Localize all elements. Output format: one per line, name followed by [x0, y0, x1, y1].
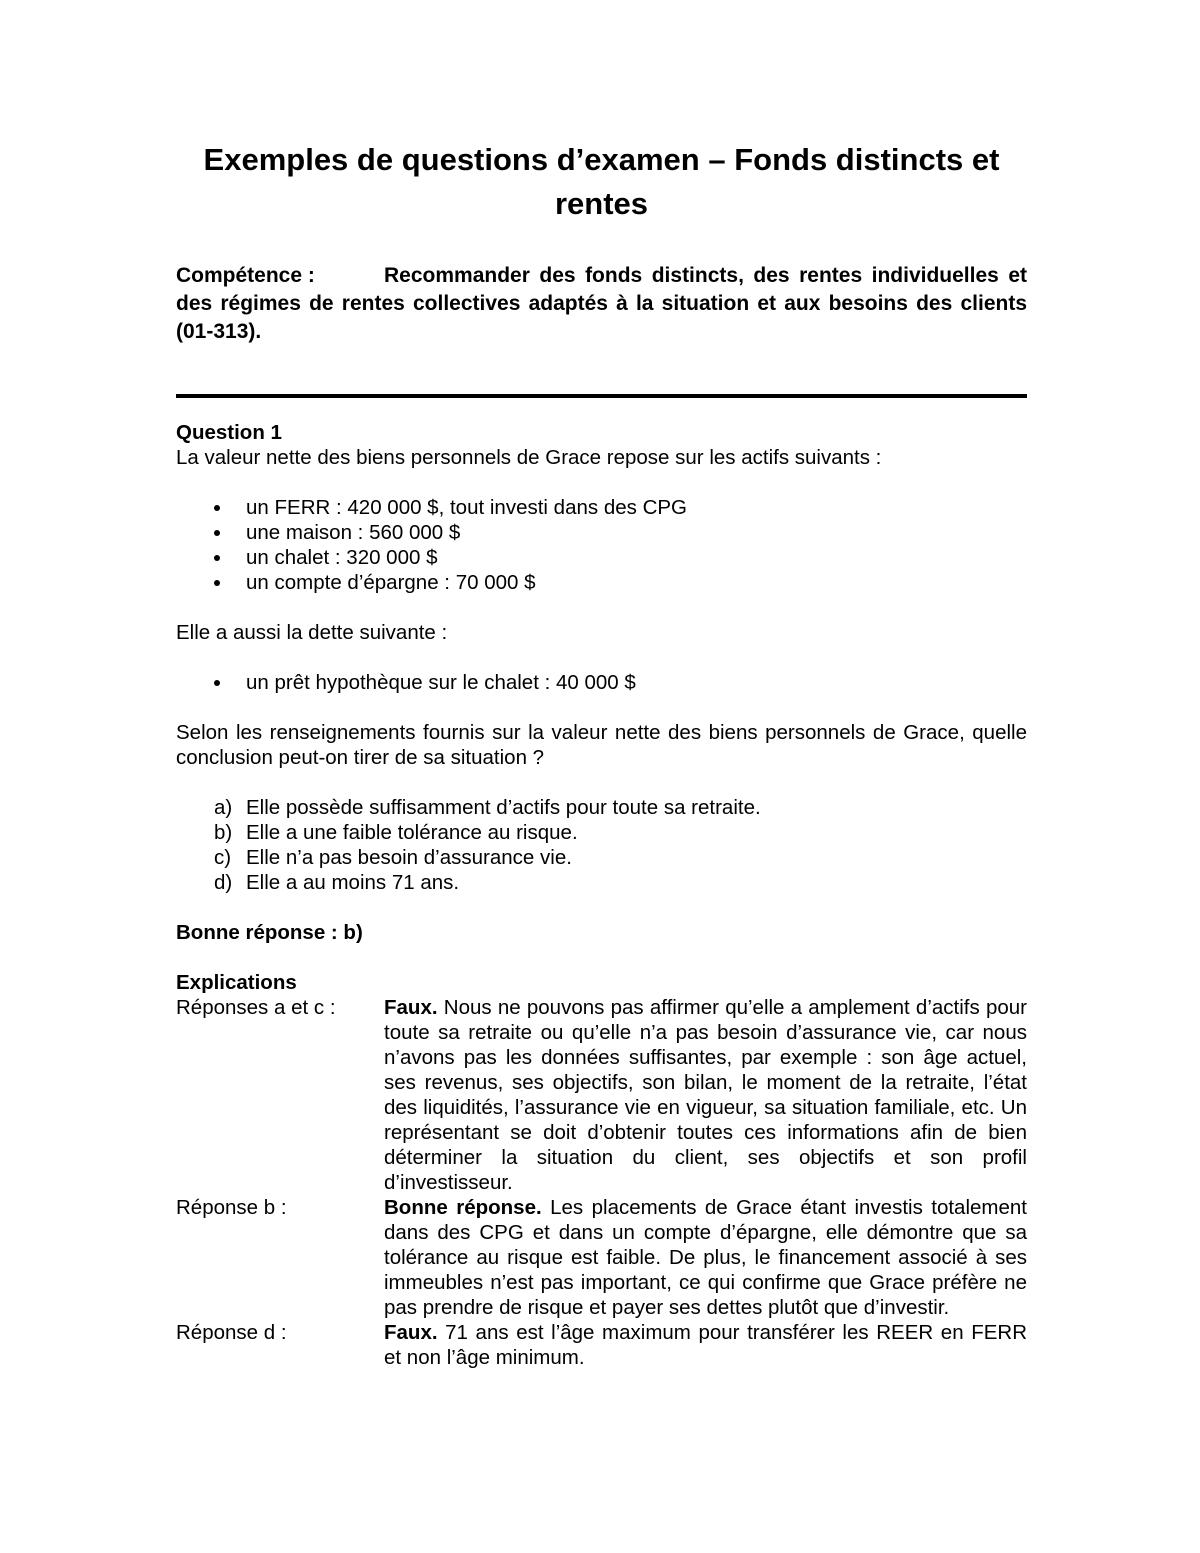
choice-text: Elle possède suffisamment d’actifs pour toute sa retraite.: [246, 796, 761, 819]
choice-d: [176, 870, 1027, 895]
explanation-body: 71 ans est l’âge maximum pour transférer les REER en FERR et non l’âge minimum.: [384, 1321, 1027, 1369]
explanations-title: Explications: [176, 971, 297, 994]
explanation-lead: Faux.: [384, 1321, 438, 1344]
correct-answer: Bonne réponse : b): [176, 921, 363, 944]
choice-letter: b): [214, 821, 233, 844]
explanation-row: [176, 995, 1027, 1195]
explanation-text: [384, 1195, 1027, 1320]
explanation-body: Nous ne pouvons pas affirmer qu’elle a amplement d’actifs pour toute sa retraite ou qu’elle n’a pas besoin d’assurance vie, car nous n’avons pas les données suffisantes, par exemple : son âge actuel, ses revenus, ses objectifs, son bilan, le moment de la retraite, l’état des liquidités, l’assurance vie en vigueur, sa situation familiale, etc. Un représentant se doit d’obtenir toutes ces informations afin de bien déterminer la situation du client, ses objectifs et son profil d’investisseur.: [384, 996, 1027, 1194]
explanation-text: [384, 1320, 1027, 1370]
choice-text: Elle a une faible tolérance au risque.: [246, 821, 578, 844]
choices-list: [176, 795, 1027, 895]
question-prompt: Selon les renseignements fournis sur la valeur nette des biens personnels de Grace, quelle conclusion peut-on tirer de sa situation ?: [176, 721, 1027, 769]
explanation-key: Réponses a et c :: [176, 996, 336, 1019]
assets-list: [176, 495, 1027, 595]
choice-text: Elle a au moins 71 ans.: [246, 871, 460, 894]
document-content: [176, 138, 1027, 1370]
choice-letter: d): [214, 871, 233, 894]
list-item: une maison : 560 000 $: [176, 520, 1027, 545]
explanation-row: [176, 1320, 1027, 1370]
competence-block: [176, 262, 1027, 346]
horizontal-rule: [176, 394, 1027, 398]
explanation-lead: Faux.: [384, 996, 438, 1019]
debt-intro: Elle a aussi la dette suivante :: [176, 621, 448, 644]
choice-c: [176, 845, 1027, 870]
explanation-text: [384, 995, 1027, 1195]
list-item: un FERR : 420 000 $, tout investi dans des CPG: [176, 495, 1027, 520]
choice-letter: a): [214, 796, 233, 819]
question-intro: La valeur nette des biens personnels de Grace repose sur les actifs suivants :: [176, 446, 882, 469]
explanation-body: Les placements de Grace étant investis totalement dans des CPG et dans un compte d’épargne, elle démontre que sa tolérance au risque est faible. De plus, le financement associé à ses immeubles n’est pas important, ce qui confirme que Grace préfère ne pas prendre de risque et payer ses dettes plutôt que d’investir.: [384, 1196, 1027, 1319]
explanation-row: [176, 1195, 1027, 1320]
choice-letter: c): [214, 846, 232, 869]
list-item: un prêt hypothèque sur le chalet : 40 000 $: [176, 670, 1027, 695]
list-item: un compte d’épargne : 70 000 $: [176, 570, 1027, 595]
explanation-key: Réponse d :: [176, 1321, 287, 1344]
explanation-lead: Bonne réponse.: [384, 1196, 542, 1219]
explanation-key: Réponse b :: [176, 1196, 287, 1219]
choice-a: [176, 795, 1027, 820]
question-title: Question 1: [176, 421, 282, 444]
competence-text: Recommander des fonds distincts, des rentes individuelles et des régimes de rentes collectives adaptés à la situation et aux besoins des clients (01-313).: [176, 264, 1027, 343]
list-item: un chalet : 320 000 $: [176, 545, 1027, 570]
choice-text: Elle n’a pas besoin d’assurance vie.: [246, 846, 572, 869]
choice-b: [176, 820, 1027, 845]
page-title: Exemples de questions d’examen – Fonds distincts et rentes: [203, 142, 1000, 221]
competence-label: Compétence :: [176, 264, 315, 287]
debts-list: [176, 670, 1027, 695]
